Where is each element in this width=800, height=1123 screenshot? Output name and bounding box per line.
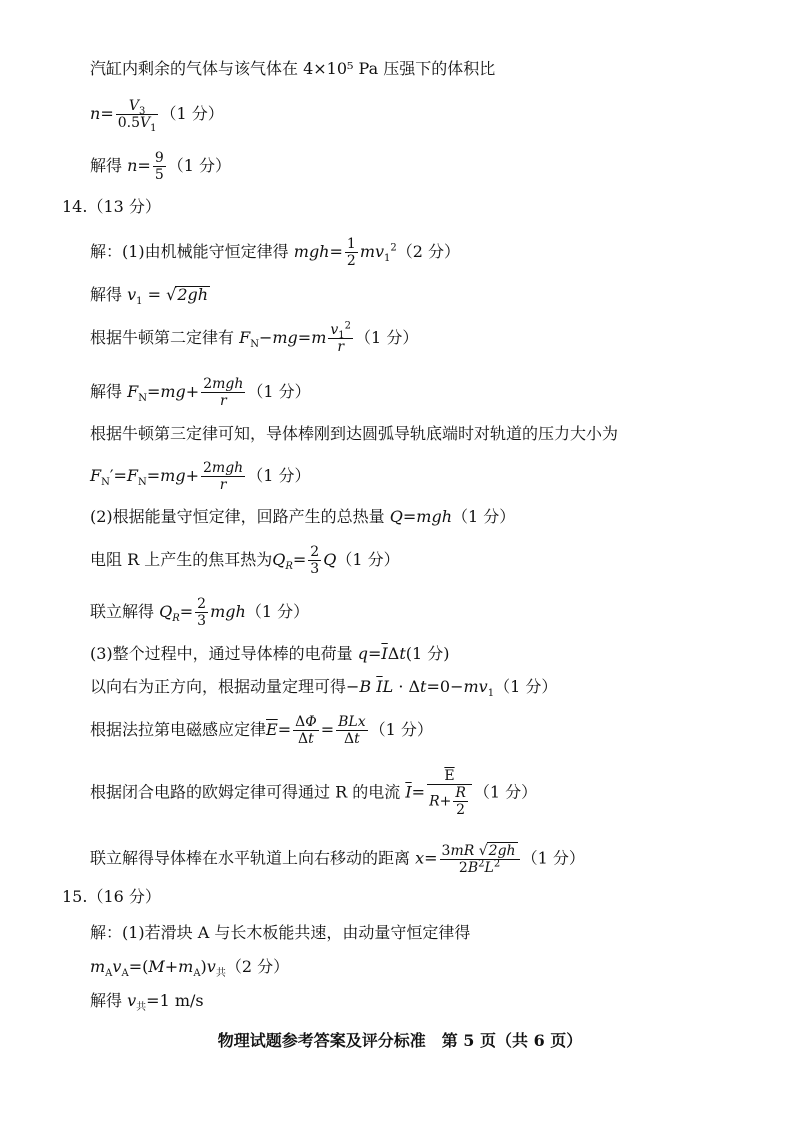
text-line: 解：(1)若滑块 A 与长木板能共速，由动量守恒定律得 — [90, 923, 471, 942]
score-label: （1 分） — [521, 848, 585, 868]
jiede-label: 解得 — [90, 285, 123, 304]
formula-momentum: 以向右为正方向，根据动量定理可得−B $\overline{I}L \cdot \Delta t=0-mv_1(1$ 分） — [90, 677, 558, 700]
score-label: （1 分） — [160, 104, 224, 123]
formula-fn: 解得 $F_N=mg+$ $\frac{\text{2mgh}}{r}$ （1 分） — [90, 376, 311, 409]
formula-distance: 联立解得导体棒在水平轨道上向右移动的距离 x= $\frac{3mR √2gh}{2B^2L^2}$ （1 分） — [90, 843, 585, 876]
formula-v1: 解得 $v_1 = √2gh$ — [90, 285, 209, 308]
formula-n: n= $\frac{V_3}{0.5V_1}$ （1 分） — [90, 98, 224, 134]
score-label: （1 分） — [247, 466, 311, 485]
score-label: （1 分） — [473, 782, 538, 802]
formula-faraday: 根据法拉第电磁感应定律$\overline{E}=$ $\frac{\Delta\Phi}{\Delta t}$ = $\frac{\text{BLx}}{\Delta t}$ （1 分） — [90, 714, 433, 747]
text-label: 解：(1)由机械能守恒定律得 — [90, 242, 289, 261]
formula-ohm: 根据闭合电路的欧姆定律可得通过 R 的电流 $\overline{I}=$ $\overline{E}$ R+ $\frac{R}{2}$ （1 分） — [90, 768, 538, 818]
score-label: （1 分） — [452, 507, 516, 526]
page-footer: 物理试题参考答案及评分标准 第 5 页（共 6 页） — [217, 1031, 583, 1050]
jiede-label: 解得 — [90, 156, 123, 175]
formula-qr: 电阻 R 上产生的焦耳热为$Q_R=$ $\frac{2}{3}$ Q（1 分） — [90, 544, 400, 577]
text-label: (3)整个过程中，通过导体棒的电荷量 — [90, 644, 353, 663]
score-label: （1 分） — [247, 382, 311, 401]
formula-charge: (3)整个过程中，通过导体棒的电荷量 $q=\overline{I}\Delta t(1$ 分) — [90, 644, 450, 663]
score-label: （2 分） — [225, 957, 290, 976]
formula-energy-conservation: 解：(1)由机械能守恒定律得 mgh= $\frac{1}{2}$ $mv_1^2(2$ 分） — [90, 236, 461, 269]
score-label: （1 分） — [369, 720, 433, 739]
score-label: （1 分） — [167, 156, 232, 175]
formula-v-common: 解得 $v_共=1$ m/s — [90, 991, 204, 1014]
text-label: (2)根据能量守恒定律，回路产生的总热量 — [90, 507, 385, 526]
question-14-heading: 14.（13 分） — [62, 197, 161, 216]
text-label: 根据法拉第电磁感应定律 — [90, 720, 267, 739]
score-label: （2 分） — [396, 242, 461, 261]
text-line: 根据牛顿第三定律可知，导体棒刚到达圆弧导轨底端时对轨道的压力大小为 — [90, 424, 619, 443]
score-label: （1 分） — [355, 328, 419, 347]
score-label: （1 分） — [336, 550, 400, 569]
formula-fn-prime: $F_N'=F_N=mg+$ $\frac{\text{2mgh}}{r}$ （1 分） — [90, 460, 311, 493]
formula-total-heat: (2)根据能量守恒定律，回路产生的总热量 Q=mgh（1 分） — [90, 507, 516, 526]
score-label: （1 分） — [494, 677, 558, 696]
text-label: 联立解得 — [90, 602, 155, 621]
text-label: 根据牛顿第二定律有 — [90, 328, 235, 347]
text-label: 联立解得导体棒在水平轨道上向右移动的距离 — [90, 848, 411, 868]
text-label: 电阻 R 上产生的焦耳热为 — [90, 550, 273, 569]
text-label: 根据闭合电路的欧姆定律可得通过 R 的电流 — [90, 782, 401, 802]
jiede-label: 解得 — [90, 991, 123, 1010]
formula-momentum-conservation: $m_Av_A=(M+m_A)v_共(2$ 分） — [90, 957, 290, 980]
score-label: （1 分） — [245, 602, 310, 621]
formula-newton-2: 根据牛顿第二定律有 $F_N-mg=m$ $\frac{v_1^2}{r}$ （1 分） — [90, 320, 419, 355]
formula-n-result: 解得 n= $\frac{9}{5}$ （1 分） — [90, 150, 232, 183]
question-15-heading: 15.（16 分） — [62, 887, 161, 906]
score-label: (1 分) — [405, 644, 450, 663]
formula-qr-result: 联立解得 $Q_R=$ $\frac{2}{3}$ mgh（1 分） — [90, 596, 310, 629]
text-line: 汽缸内剩余的气体与该气体在 4×10⁵ Pa 压强下的体积比 — [90, 59, 496, 78]
text-label: 以向右为正方向，根据动量定理可得 — [90, 677, 347, 696]
jiede-label: 解得 — [90, 382, 123, 401]
